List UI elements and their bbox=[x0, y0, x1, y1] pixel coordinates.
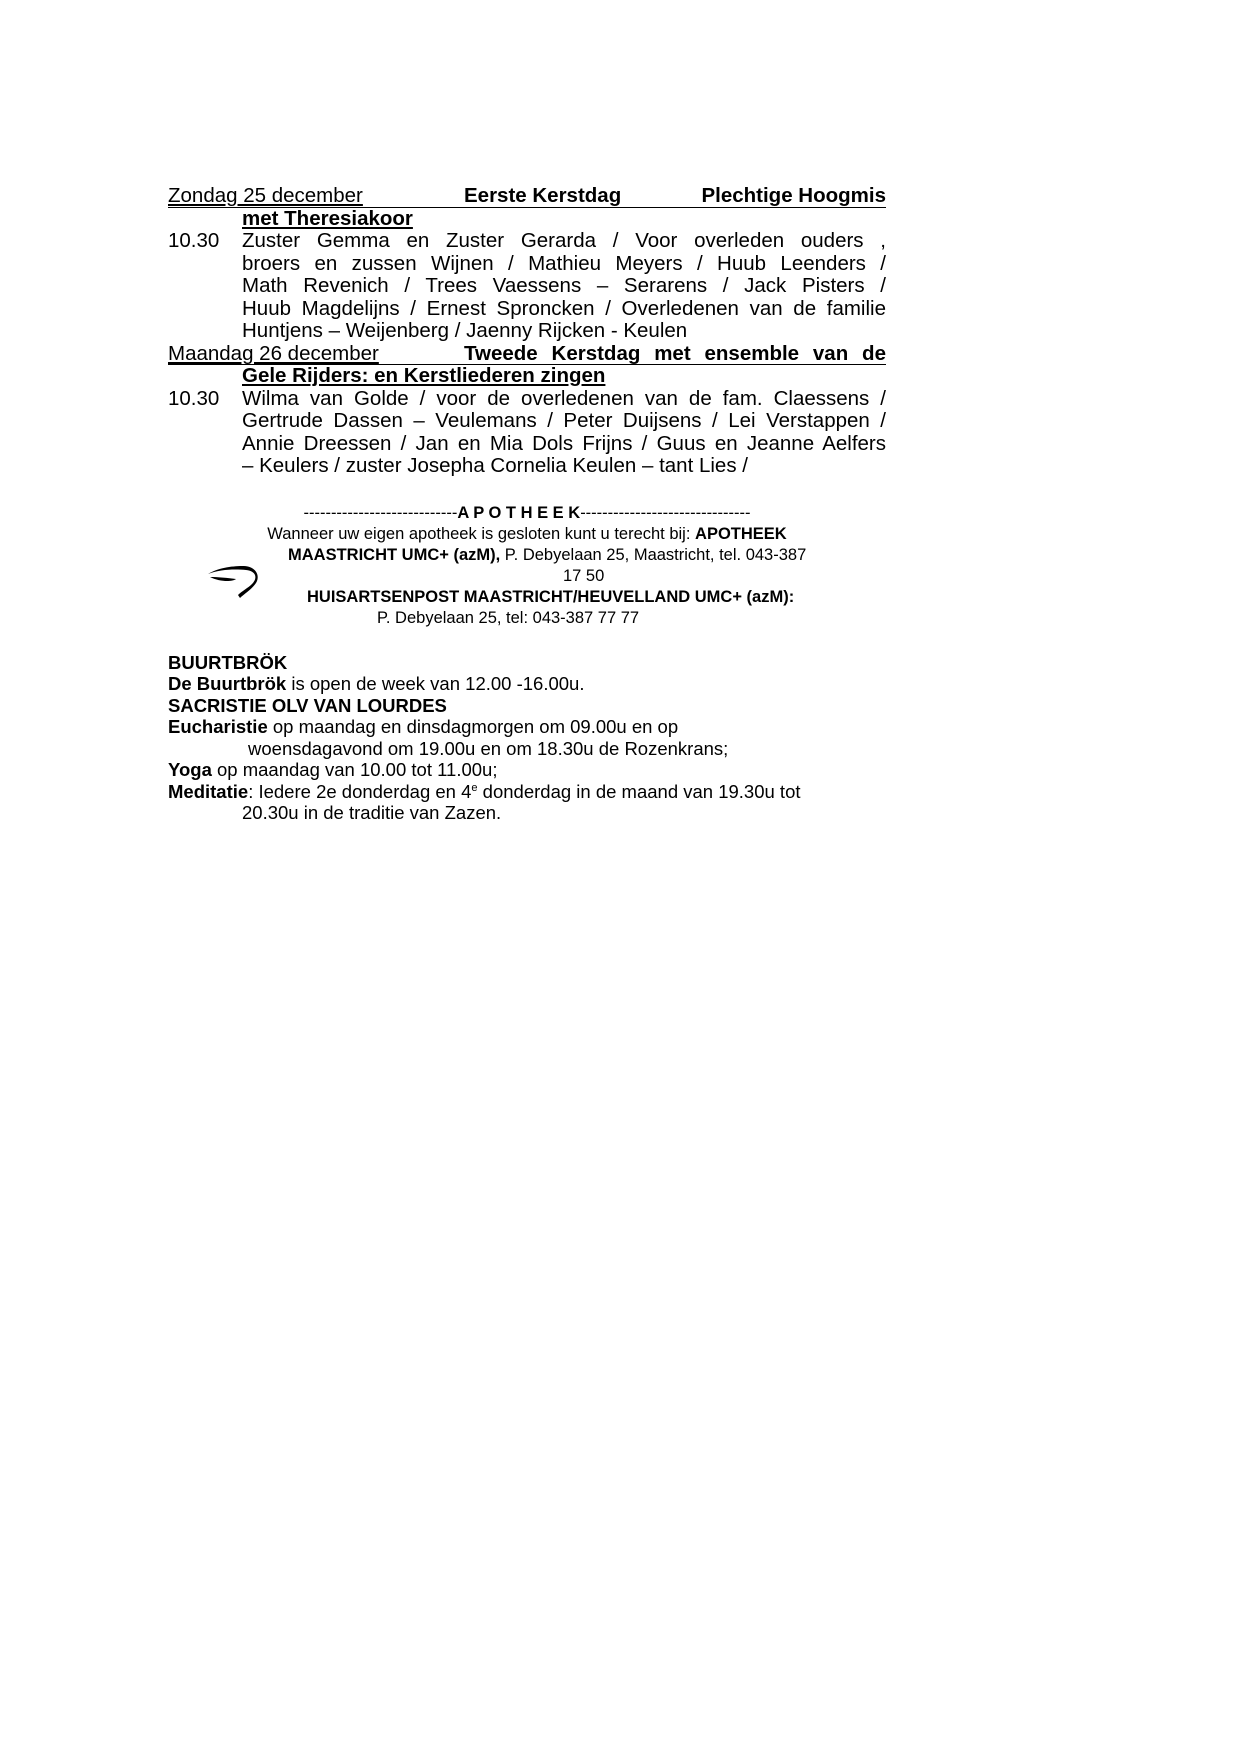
day2-entry bbox=[168, 388, 886, 478]
buurtbrok-text: is open de week van 12.00 -16.00u. bbox=[286, 673, 585, 694]
document-page bbox=[168, 185, 886, 824]
day1-intentions bbox=[242, 230, 886, 343]
meditatie-sup: e bbox=[471, 781, 478, 794]
apotheek-name: MAASTRICHT UMC+ (azM), bbox=[288, 545, 501, 564]
apotheek-address-text: P. Debyelaan 25, Maastricht, tel. 043-387 bbox=[500, 545, 807, 564]
day2-title: Tweede Kerstdag met ensemble van de bbox=[464, 341, 886, 365]
meditatie-bold: Meditatie bbox=[168, 780, 249, 802]
apotheek-heading bbox=[168, 503, 886, 524]
day2-time: 10.30 bbox=[168, 386, 220, 410]
buurtbrok-line bbox=[168, 673, 886, 695]
eucharistie-bold: Eucharistie bbox=[168, 716, 268, 737]
apotheek-intro bbox=[168, 524, 886, 545]
day1-entry bbox=[168, 230, 886, 343]
meditatie-text: : Iedere 2e donderdag en 4 bbox=[248, 780, 472, 802]
intention-line: – Keulers / zuster Josepha Cornelia Keulen – tant Lies / bbox=[242, 454, 748, 477]
day1-subtitle: met Theresiakoor bbox=[242, 206, 413, 230]
intro-text: Wanneer uw eigen apotheek is gesloten kunt u terecht bij: bbox=[267, 524, 696, 543]
pharmacy-snake-icon bbox=[206, 565, 260, 601]
info-block bbox=[168, 652, 886, 824]
intention-line: Math Revenich / Trees Vaessens – Serarens / Jack Pisters / bbox=[242, 274, 886, 297]
intention-line: Zuster Gemma en Zuster Gerarda / Voor overleden ouders , bbox=[242, 229, 886, 252]
yoga-bold: Yoga bbox=[168, 759, 212, 780]
eucharistie-line2: woensdagavond om 19.00u en om 18.30u de Rozenkrans; bbox=[248, 737, 729, 759]
yoga-line bbox=[168, 759, 886, 781]
day2-intentions bbox=[242, 388, 886, 478]
meditatie-line bbox=[168, 781, 886, 803]
buurtbrok-bold: De Buurtbrök bbox=[168, 673, 287, 694]
buurtbrok-heading: BUURTBRÖK bbox=[168, 651, 288, 673]
huisartsenpost-bold: HUISARTSENPOST MAASTRICHT/HEUVELLAND UMC+ (azM): bbox=[307, 587, 795, 606]
day2-date: Maandag 26 december bbox=[168, 341, 379, 365]
intro-bold: APOTHEEK bbox=[695, 524, 787, 543]
sacristie-heading: SACRISTIE OLV VAN LOURDES bbox=[168, 694, 447, 716]
intention-line: broers en zussen Wijnen / Mathieu Meyers / Huub Leenders / bbox=[242, 251, 886, 275]
intention-line: Huub Magdelijns / Ernest Sproncken / Overledenen van de familie bbox=[242, 296, 886, 320]
yoga-text: op maandag van 10.00 tot 11.00u; bbox=[211, 759, 498, 780]
meditatie-line2: 20.30u in de traditie van Zazen. bbox=[242, 802, 502, 823]
day1-date: Zondag 25 december bbox=[168, 184, 363, 207]
day1-header bbox=[168, 185, 886, 208]
huisartsenpost-name bbox=[168, 587, 886, 608]
meditatie-text-b: donderdag in de maand van 19.30u tot bbox=[477, 780, 801, 802]
apotheek-title: A P O T H E E K bbox=[457, 503, 581, 522]
day1-title: Eerste Kerstdag bbox=[464, 184, 622, 207]
day1-title2: Plechtige Hoogmis bbox=[701, 184, 886, 207]
dash-left: ---------------------------- bbox=[303, 503, 458, 522]
intention-line: Gertrude Dassen – Veulemans / Peter Duijsens / Lei Verstappen / bbox=[242, 409, 886, 432]
apotheek-block bbox=[168, 503, 886, 629]
intention-line: Wilma van Golde / voor de overledenen van de fam. Claessens / bbox=[242, 386, 886, 410]
eucharistie-line bbox=[168, 716, 886, 738]
intention-line: Huntjens – Weijenberg / Jaenny Rijcken - Keulen bbox=[242, 319, 688, 342]
mass-schedule bbox=[168, 185, 886, 478]
eucharistie-text: op maandag en dinsdagmorgen om 09.00u en op bbox=[267, 716, 679, 737]
day2-header bbox=[168, 343, 886, 366]
day2-subtitle: Gele Rijders: en Kerstliederen zingen bbox=[242, 364, 606, 387]
apotheek-address bbox=[168, 545, 886, 566]
intention-line: Annie Dreessen / Jan en Mia Dols Frijns / Guus en Jeanne Aelfers bbox=[242, 431, 886, 455]
apotheek-phone-end: 17 50 bbox=[563, 566, 605, 585]
day1-time: 10.30 bbox=[168, 229, 220, 252]
dash-right: ------------------------------- bbox=[580, 503, 751, 522]
huisartsenpost-address: P. Debyelaan 25, tel: 043-387 77 77 bbox=[377, 608, 640, 627]
